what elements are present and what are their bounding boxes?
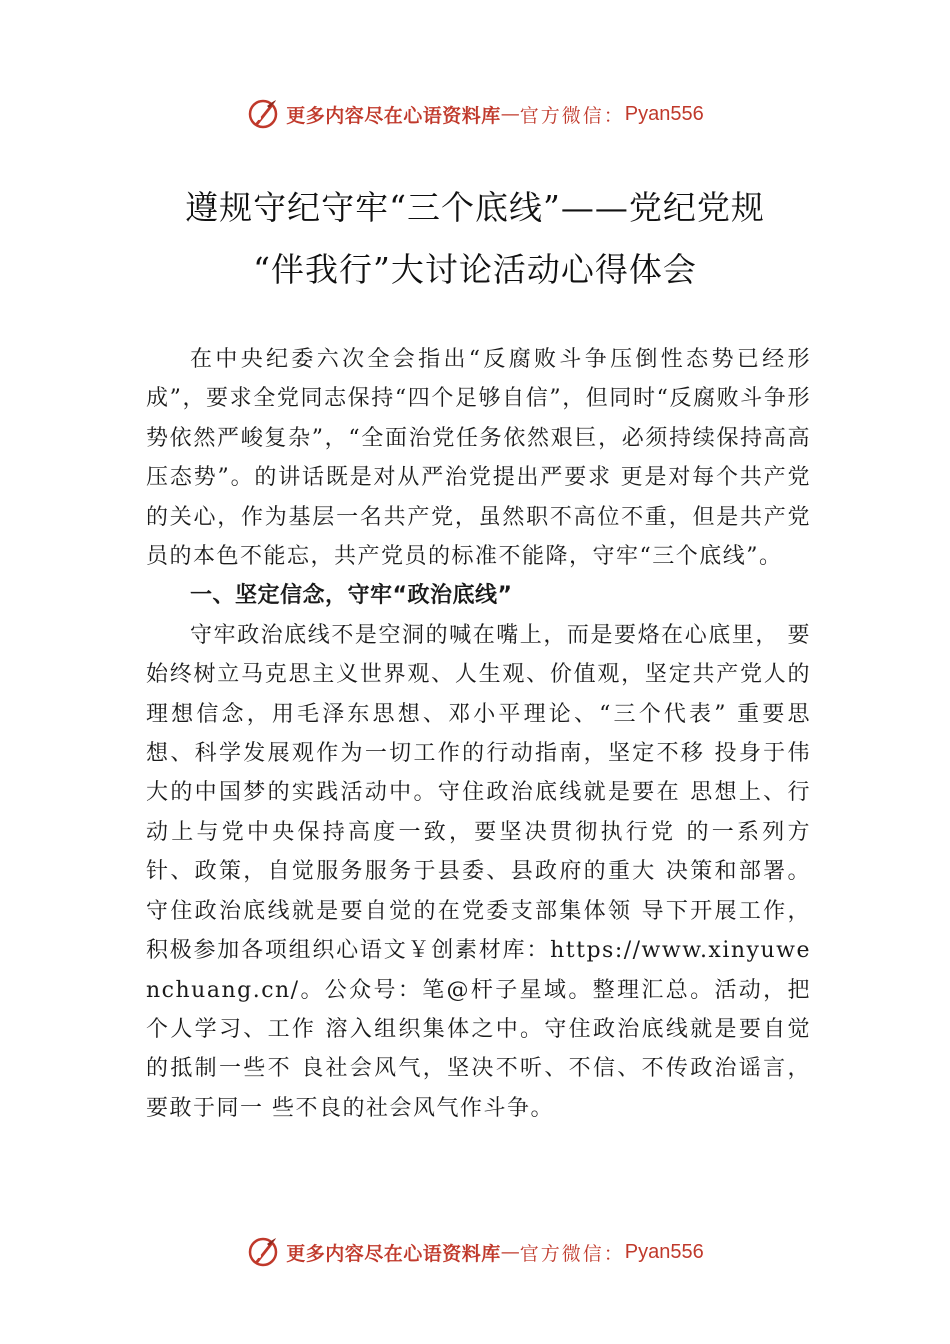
body-paragraph-2: 守牢政治底线不是空洞的喊在嘴上，而是要烙在心底里， 要始终树立马克思主义世界观、人生观、价值观，坚定共产党人的理想信念，用毛泽东思想、邓小平理论、“三个代表” 重要思想、科学发展观作为一切工作的行动指南，坚定不移 投身于伟大的中国梦的实践活动中。守住政治底线就是要在 思想上、行动上与党中央保持高度一致，要坚决贯彻执行党 的一系列方针、政策，自觉服务服务于县委、县政府的重大 决策和部署。守住政治底线就是要自觉的在党委支部集体领 导下开展工作，积极参加各项组织心语文￥创素材库：https://www.xinyuwenchuang.cn/。公众号：笔@杆子星域。整理汇总。活动，把个人学习、工作 溶入组织集体之中。守住政治底线就是要自觉的抵制一些不 良社会风气，坚决不听、不信、不传政治谣言，要敢于同一 些不良的社会风气作斗争。 <box>146 622 811 1121</box>
banner-separator: — <box>500 103 520 125</box>
footer-watermark-banner <box>0 1232 950 1272</box>
document-title-line-1: 遵规守纪守牢“三个底线”——党纪党规 <box>185 188 765 227</box>
quill-pen-logo-icon <box>246 97 280 131</box>
banner-wechat-label: 官方微信： <box>519 104 625 127</box>
banner-wechat-label: 官方微信： <box>519 1242 625 1265</box>
quill-pen-logo-icon <box>246 1235 280 1269</box>
banner-separator: — <box>500 1241 520 1263</box>
document-title-line-2: “伴我行”大讨论活动心得体会 <box>253 250 697 289</box>
header-watermark-banner <box>0 94 950 134</box>
section-heading-1: 一、坚定信念，守牢“政治底线” <box>190 583 513 609</box>
banner-text: 更多内容尽在心语资料库 <box>286 104 501 127</box>
banner-wechat-id: Pyan556 <box>624 102 704 125</box>
document-body <box>146 340 811 1128</box>
banner-text: 更多内容尽在心语资料库 <box>286 1242 501 1265</box>
banner-wechat-id: Pyan556 <box>624 1240 704 1263</box>
body-paragraph-1: 在中央纪委六次全会指出“反腐败斗争压倒性态势已经形成”，要求全党同志保持“四个足够自信”，但同时“反腐败斗争形势依然严峻复杂”，“全面治党任务依然艰巨，必须持续保持高高压态势”。的讲话既是对从严治党提出严要求 更是对每个共产党的关心，作为基层一名共产党，虽然职不高位不重，但是共产党员的本色不能忘，共产党员的标准不能降，守牢“三个底线”。 <box>146 347 811 570</box>
